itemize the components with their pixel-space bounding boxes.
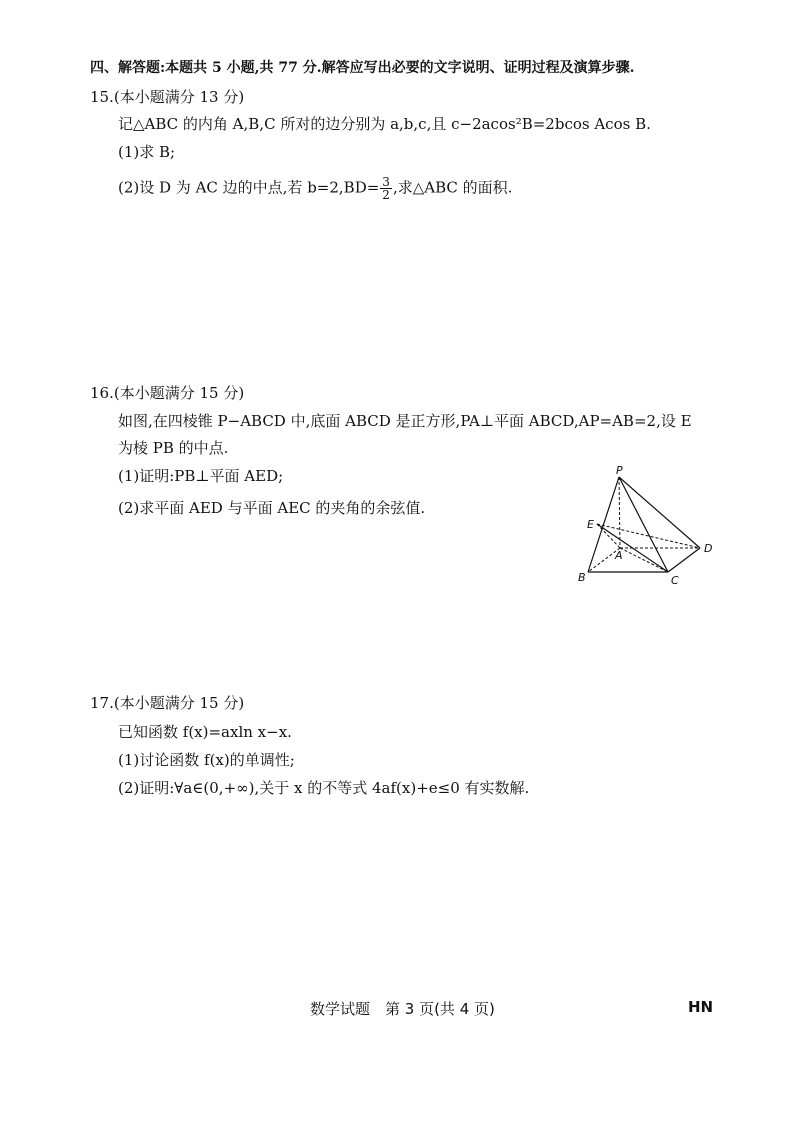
problem-15-part1: (1)求 B; <box>118 143 176 161</box>
fraction-numerator: 3 <box>382 175 390 189</box>
problem-17-statement: 已知函数 f(x)=axln x−x. <box>118 723 292 741</box>
problem-17-part2: (2)证明:∀a∈(0,+∞),关于 x 的不等式 4af(x)+e≤0 有实数解. <box>118 779 530 797</box>
section-header: 四、解答题:本题共 5 小题,共 77 分.解答应写出必要的文字说明、证明过程及演算步骤. <box>90 60 635 76</box>
problem-16-heading: 16.(本小题满分 15 分) <box>90 384 245 402</box>
pyramid-figure <box>572 462 724 592</box>
edge-AC <box>620 548 668 572</box>
label-D: D <box>704 542 713 555</box>
problem-16-statement-2: 为棱 PB 的中点. <box>118 439 229 457</box>
label-P: P <box>616 464 623 477</box>
label-A: A <box>615 549 623 562</box>
label-E: E <box>587 518 594 531</box>
problem-15-heading: 15.(本小题满分 13 分) <box>90 88 245 106</box>
edge-ED <box>597 524 700 548</box>
part2-text-before: (2)设 D 为 AC 边的中点,若 b=2,BD= <box>118 178 380 197</box>
problem-15-part2 <box>118 176 512 201</box>
edge-PD <box>619 477 700 548</box>
edge-PA <box>619 477 620 548</box>
fraction-denominator: 2 <box>382 188 390 202</box>
edge-CD <box>668 548 700 572</box>
part2-text-after: ,求△ABC 的面积. <box>392 178 513 197</box>
label-C: C <box>671 574 679 587</box>
problem-16-part1: (1)证明:PB⊥平面 AED; <box>118 467 284 485</box>
footer-code: HN <box>688 998 714 1016</box>
problem-16-statement-1: 如图,在四棱锥 P−ABCD 中,底面 ABCD 是正方形,PA⊥平面 ABCD,AP=AB=2,设 E <box>118 412 692 430</box>
problem-16-part2: (2)求平面 AED 与平面 AEC 的夹角的余弦值. <box>118 499 426 517</box>
label-B: B <box>578 571 586 584</box>
edge-PC <box>619 477 668 572</box>
problem-17-part1: (1)讨论函数 f(x)的单调性; <box>118 751 295 769</box>
problem-17-heading: 17.(本小题满分 15 分) <box>90 694 245 712</box>
problem-15-statement: 记△ABC 的内角 A,B,C 所对的边分别为 a,b,c,且 c−2acos²B=2bcos Acos B. <box>118 115 651 133</box>
edge-EA <box>597 524 620 548</box>
page-footer: 数学试题 第 3 页(共 4 页) <box>310 1000 495 1018</box>
fraction-three-halves <box>380 176 392 201</box>
